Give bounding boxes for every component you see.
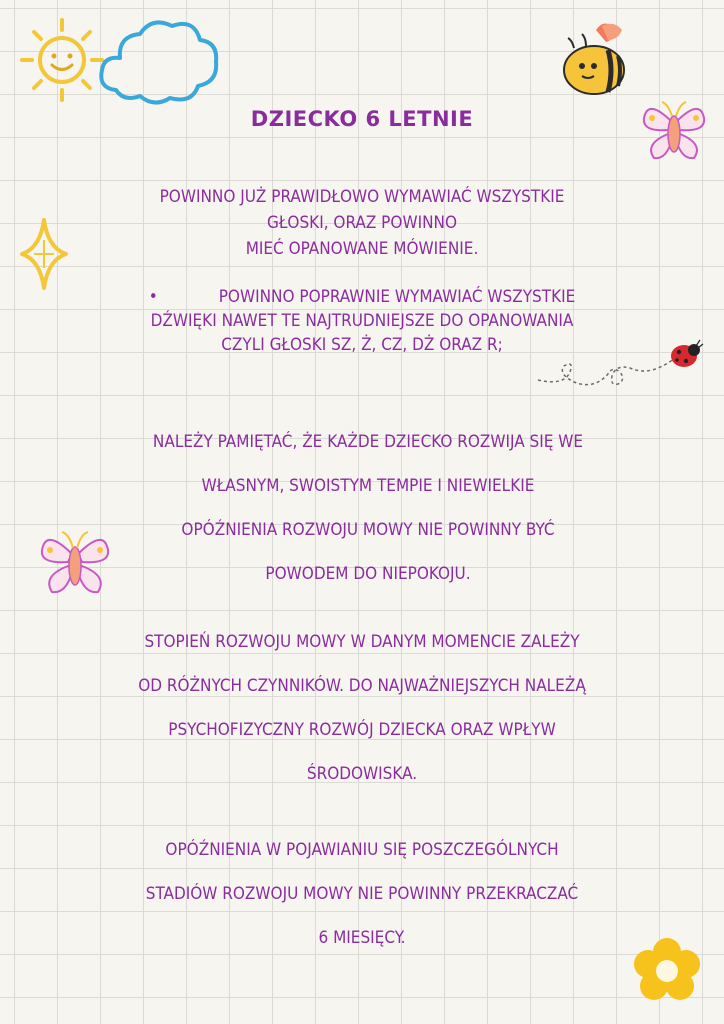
paragraph-line: POWINNO JUŻ PRAWIDŁOWO WYMAWIAĆ WSZYSTKIE xyxy=(159,187,565,207)
paragraph-2 xyxy=(40,285,684,357)
paragraph-line: PSYCHOFIZYCZNY ROZWÓJ DZIECKA ORAZ WPŁYW xyxy=(168,720,556,740)
paragraph-line: STOPIEŃ ROZWOJU MOWY W DANYM MOMENCIE ZALEŻY xyxy=(144,632,580,652)
paragraph-line: MIEĆ OPANOWANE MÓWIENIE. xyxy=(245,239,479,259)
bullet-marker: • xyxy=(148,287,158,307)
paragraph-line: GŁOSKI, ORAZ POWINNO xyxy=(266,213,457,233)
paragraph-1 xyxy=(40,184,684,262)
paragraph-line: OPÓŹNIENIA W POJAWIANIU SIĘ POSZCZEGÓLNYCH xyxy=(165,840,559,860)
paragraph-5 xyxy=(40,828,684,960)
paragraph-3 xyxy=(46,420,690,596)
paragraph-line: NALEŻY PAMIĘTAĆ, ŻE KAŻDE DZIECKO ROZWIJA SIĘ WE xyxy=(152,432,584,452)
sun-icon xyxy=(16,14,108,106)
paragraph-line: WŁASNYM, SWOISTYM TEMPIE I NIEWIELKIE xyxy=(201,476,535,496)
paragraph-line: CZYLI GŁOSKI SZ, Ż, CZ, DŻ ORAZ R; xyxy=(221,335,503,355)
paragraph-line: POWINNO POPRAWNIE WYMAWIAĆ WSZYSTKIE xyxy=(218,287,576,307)
cloud-icon xyxy=(96,12,222,110)
page-title: DZIECKO 6 LETNIE xyxy=(250,107,474,131)
paragraph-line: STADIÓW ROZWOJU MOWY NIE POWINNY PRZEKRACZAĆ xyxy=(145,884,579,904)
paragraph-line: ŚRODOWISKA. xyxy=(306,764,418,784)
paragraph-line: OD RÓŻNYCH CZYNNIKÓW. DO NAJWAŻNIEJSZYCH NALEŻĄ xyxy=(138,676,586,696)
paragraph-line: 6 MIESIĘCY. xyxy=(318,928,406,948)
bullet-line xyxy=(40,285,684,309)
bee-icon xyxy=(558,20,630,100)
paragraph-line: POWODEM DO NIEPOKOJU. xyxy=(265,564,471,584)
paragraph-line: DŹWIĘKI NAWET TE NAJTRUDNIEJSZE DO OPANOWANIA xyxy=(150,311,574,331)
paragraph-line: OPÓŹNIENIA ROZWOJU MOWY NIE POWINNY BYĆ xyxy=(181,520,555,540)
paragraph-4 xyxy=(40,620,684,796)
